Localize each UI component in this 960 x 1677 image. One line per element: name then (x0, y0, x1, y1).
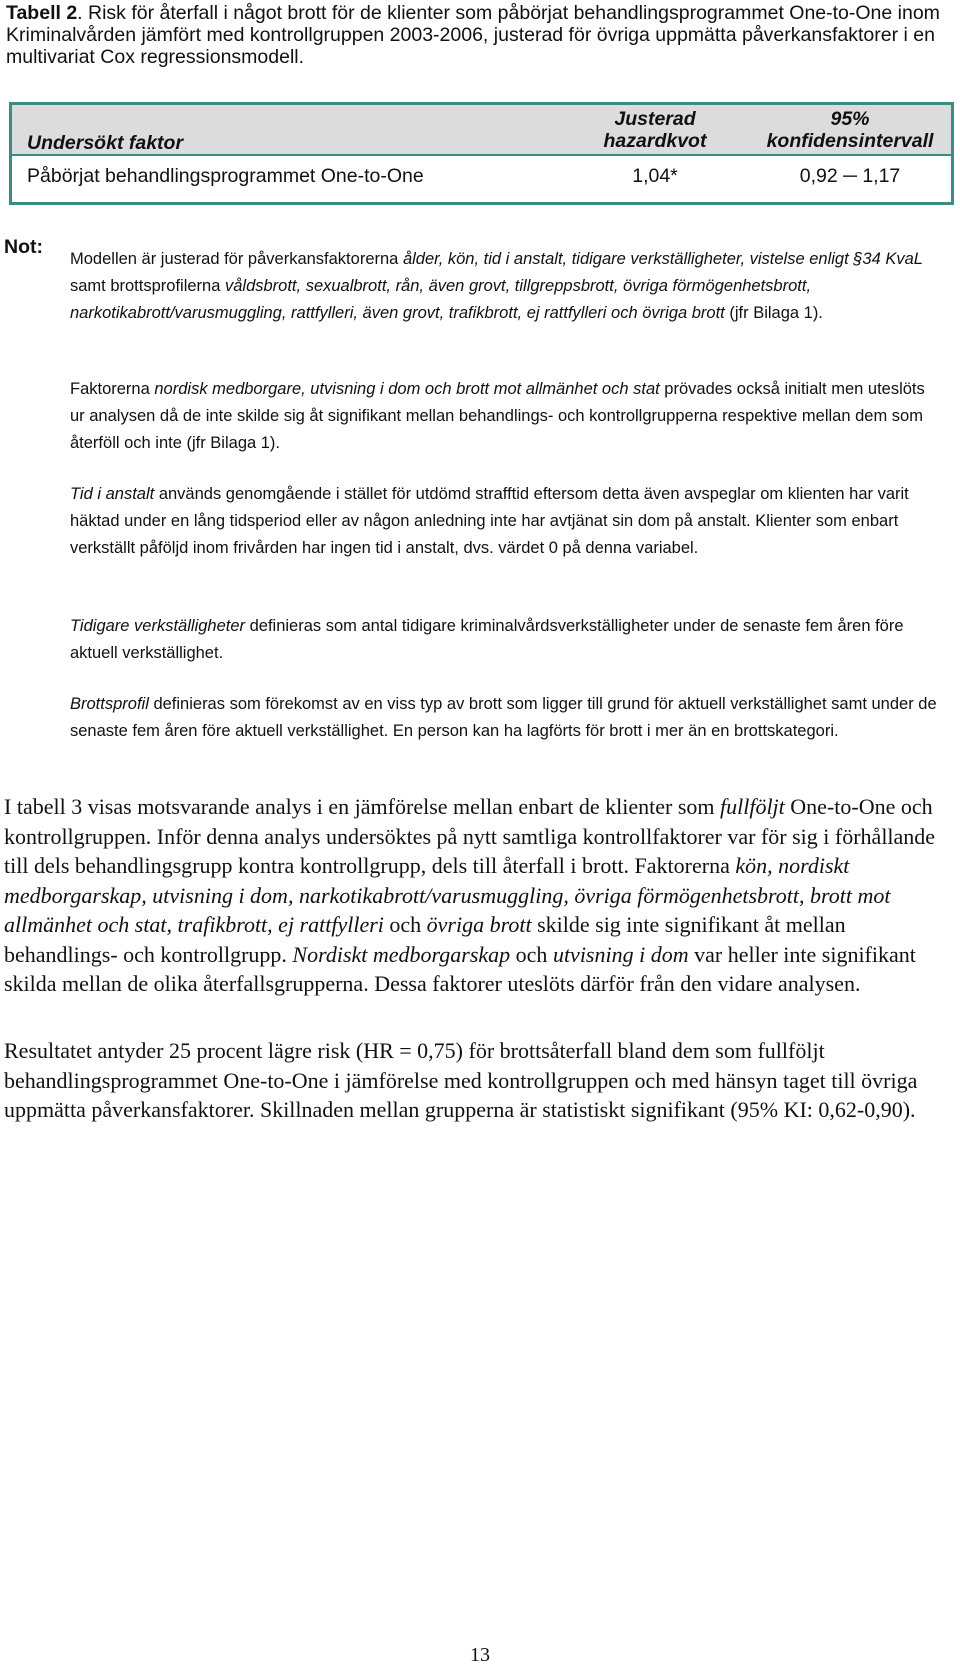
p1-text-e: och (383, 912, 427, 937)
caption-label: Tabell 2 (6, 2, 78, 24)
body-paragraph-2: Resultatet antyder 25 procent lägre risk (HR = 0,75) för brottsåterfall bland dem som fullföljt behandlingsprogrammet One-to-One i jämförelse med kontrollgruppen och med hänsyn taget till övriga uppmätta påverkansfaktorer. Skillnaden mellan grupperna är statistiskt signifikant (95% KI: 0,62-0,90). (4, 1038, 918, 1122)
note3-text-b: används genomgående i stället för utdömd strafftid eftersom detta även avspeglar om klienten har varit häktad under en lång tidsperiod eller av någon anledning inte har avtjänat sin dom på anstalt. Klienter som enbart verkställt påföljd inom frivården har ingen tid i anstalt, dvs. värdet 0 på denna variabel. (70, 485, 909, 557)
header-confidence-interval (750, 108, 950, 152)
p1-text-k: var heller inte signifikant skilda mellan de olika återfallsgrupperna. Dessa faktorer uteslöts därför från den vidare analysen. (4, 941, 916, 996)
header-ci-line1: 95% (830, 108, 870, 130)
p1-text-a: I tabell 3 visas motsvarande analys i en jämförelse mellan enbart de klienter som (4, 794, 720, 819)
table-header (12, 105, 951, 156)
header-hr-line2: hazardkvot (603, 130, 707, 152)
header-hazard-ratio (580, 108, 730, 152)
header-hr-line1: Justerad (614, 108, 696, 130)
body-paragraph-1 (4, 792, 946, 999)
note2-text-b: nordisk medborgare, utvisning i dom och brott mot allmänhet och stat (154, 380, 660, 398)
header-factor: Undersökt faktor (27, 132, 184, 154)
note4-text-b: definieras som antal tidigare kriminalvårdsverkställigheter under de senaste fem åren före aktuell verkställighet. (70, 617, 904, 662)
p1-text-d: kön, nordiskt medborgarskap, utvisning i dom, narkotikabrott/varusmuggling, övriga förmögenhetsbrott, brott mot allmänhet och stat, trafikbrott, ej rattfylleri (4, 853, 891, 937)
note1-text-e: (jfr Bilaga 1). (724, 304, 823, 322)
note-previous-sentences (70, 613, 938, 667)
note-crime-profile (70, 691, 938, 745)
row-confidence-interval: 0,92 ─ 1,17 (799, 165, 901, 187)
note-excluded-factors (70, 376, 938, 457)
row-factor: Påbörjat behandlingsprogrammet One-to-One (27, 165, 424, 187)
note5-text-b: definieras som förekomst av en viss typ av brott som ligger till grund för aktuell verkställighet samt under de senaste fem åren före aktuell verkställighet. En person kan ha lagförts för brott i mer än en brottskategori. (70, 695, 937, 740)
note1-text-c: samt brottsprofilerna (70, 277, 225, 295)
note5-text-a: Brottsprofil (70, 695, 149, 713)
note1-text-b: ålder, kön, tid i anstalt, tidigare verkställigheter, vistelse enligt §34 KvaL (402, 250, 923, 268)
note-model-adjustment (70, 246, 938, 327)
header-ci-line2: konfidensintervall (766, 130, 934, 152)
results-table (9, 102, 954, 205)
p1-text-g: skilde sig inte signifikant åt mellan behandlings- och kontrollgrupp. (4, 912, 846, 967)
caption-text: . Risk för återfall i något brott för de klienter som påbörjat behandlingsprogrammet One-to-One inom Kriminalvården jämfört med kontrollgruppen 2003-2006, justerad för övriga uppmätta påverkansfaktorer i en multivariat Cox regressionsmodell. (6, 2, 940, 68)
note1-text-d: våldsbrott, sexualbrott, rån, även grovt, tillgreppsbrott, övriga förmögenhetsbrott, narkotikabrott/varusmuggling, rattfylleri, även grovt, trafikbrott, ej rattfylleri och övriga brott (70, 277, 812, 322)
note1-text-a: Modellen är justerad för påverkansfaktorerna (70, 250, 403, 268)
note-time-in-prison (70, 481, 938, 562)
page-number: 13 (470, 1644, 490, 1666)
p1-text-h: Nordiskt medborgarskap (292, 941, 511, 967)
row-hazard-ratio: 1,04* (632, 165, 678, 187)
p1-text-f: övriga brott (426, 912, 532, 937)
note2-text-a: Faktorerna (70, 380, 155, 398)
note3-text-a: Tid i anstalt (70, 485, 155, 503)
notes-label: Not: (4, 236, 43, 258)
p1-text-b: fullföljt (720, 794, 785, 819)
note2-text-c: prövades också initialt men uteslöts ur analysen då de inte skilde sig åt signifikant mellan behandlings- och kontrollgrupperna respektive mellan dem som återföll och inte (jfr Bilaga 1). (70, 380, 925, 452)
p1-text-j: utvisning i dom (552, 941, 689, 967)
p1-text-i: och (510, 941, 553, 967)
table-caption (6, 2, 946, 68)
note4-text-a: Tidigare verkställigheter (70, 617, 246, 635)
p1-text-c: One-to-One och kontrollgruppen. Inför denna analys undersöktes på nytt samtliga kontrollfaktorer var för sig i förhållande till dels behandlingsgrupp kontra kontrollgrupp, dels till återfall i brott. Faktorerna (4, 794, 936, 878)
